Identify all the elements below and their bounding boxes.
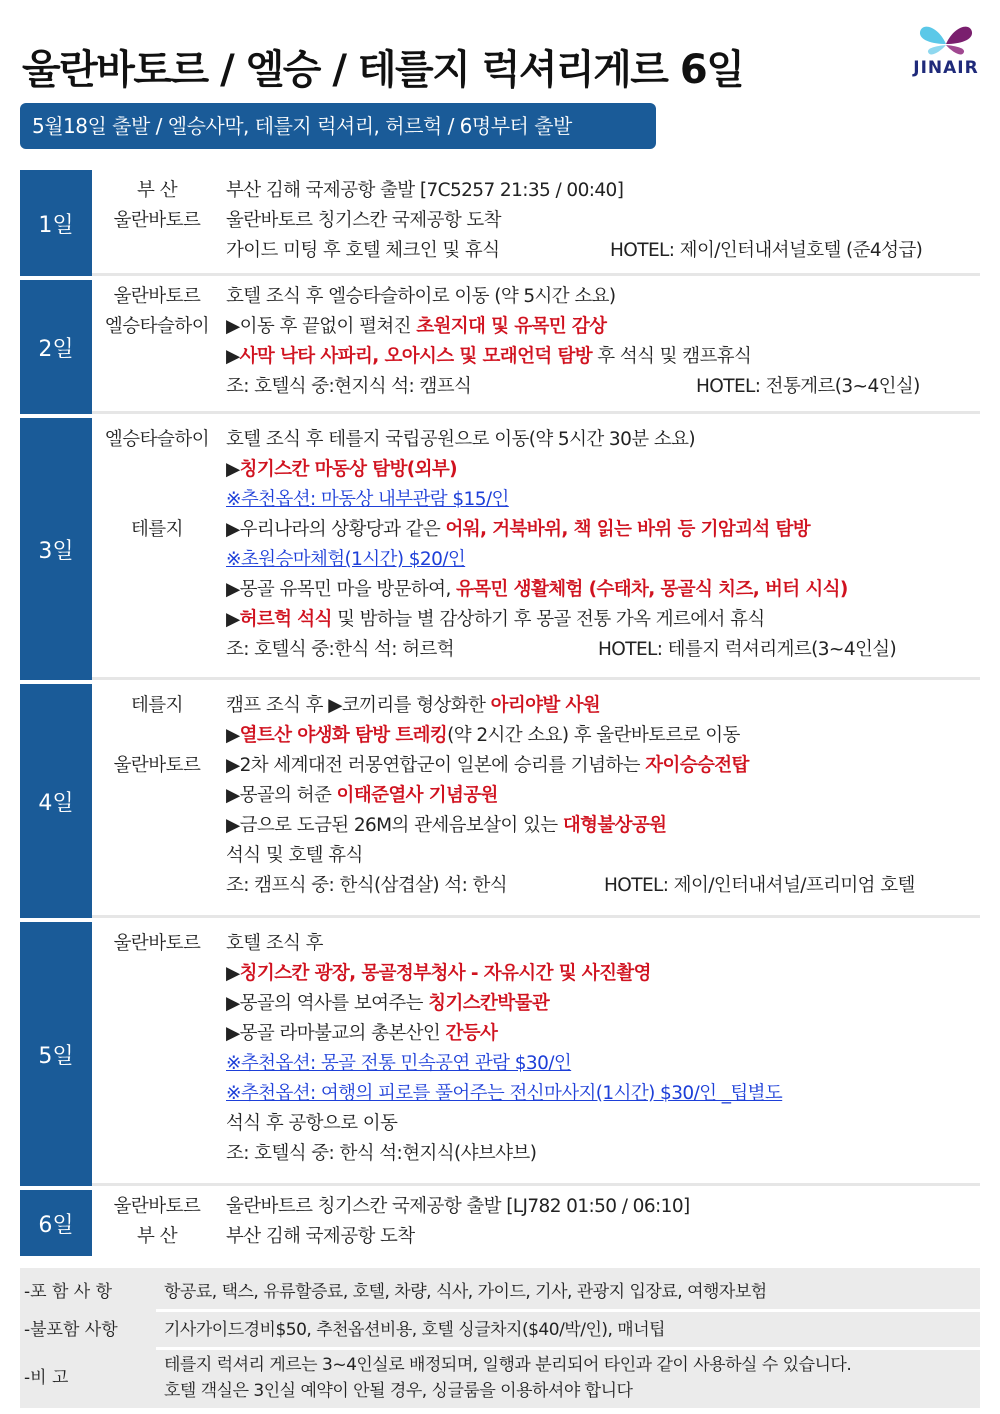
- option-link[interactable]: ※초원승마체험(1시간) $20/인: [226, 549, 466, 570]
- line-text: (약 2시간 소요) 후 울란바토르로 이동: [447, 725, 740, 746]
- place-label: 엘승타슬하이: [104, 316, 210, 337]
- place-label: 엘승타슬하이: [104, 429, 210, 450]
- hotel-info: HOTEL: 제이/인터내셔널호텔 (준4성급): [610, 240, 923, 261]
- place-label: 울란바토르: [113, 1196, 201, 1217]
- line-text: 울란바토르 칭기스칸 국제공항 도착: [226, 210, 501, 231]
- place-label: 울란바토르: [113, 933, 201, 954]
- line-text: 석식 후 공항으로 이동: [226, 1113, 398, 1134]
- line-text: 석식 및 호텔 휴식: [226, 845, 363, 866]
- option-link[interactable]: ※추천옵션: 마동상 내부관람 $15/인: [226, 489, 509, 510]
- schedule-line: [226, 751, 749, 781]
- place-label: 부 산: [136, 1226, 178, 1247]
- line-text: 호텔 조식 후: [226, 933, 323, 954]
- schedule-line: [226, 515, 810, 545]
- day-number: 1일: [20, 170, 92, 276]
- subtitle-banner: 5월18일 출발 / 엘승사막, 테를지 럭셔리, 허르헉 / 6명부터 출발: [20, 103, 656, 149]
- line-text: ▶: [226, 725, 240, 746]
- line-text: ▶몽골의 허준: [226, 785, 337, 806]
- line-text: 조: 호텔식 중:한식 석: 허르헉: [226, 639, 455, 660]
- line-text: 가이드 미팅 후 호텔 체크인 및 휴식: [226, 240, 500, 261]
- hotel-info: HOTEL: 전통게르(3~4인실): [696, 376, 920, 397]
- line-text: ▶이동 후 끝없이 펼쳐진: [226, 316, 417, 337]
- highlight-text: 간등사: [445, 1023, 498, 1044]
- highlight-text: 초원지대 및 유목민 감상: [416, 316, 607, 337]
- line-text: 조: 호텔식 중:현지식 석: 캠프식: [226, 376, 472, 397]
- schedule-line: [226, 1139, 536, 1169]
- line-text: ▶2차 세계대전 러몽연합군이 일본에 승리를 기념하는: [226, 755, 646, 776]
- highlight-text: 유목민 생활체험 (수태차, 몽골식 치즈, 버터 시식): [456, 579, 848, 600]
- schedule-line: [226, 929, 323, 959]
- schedule-line: [226, 575, 848, 605]
- line-text: 조: 호텔식 중: 한식 석:현지식(샤브샤브): [226, 1143, 537, 1164]
- place-label: 부 산: [136, 180, 178, 201]
- day-row: [20, 1190, 980, 1256]
- day-number: 5일: [20, 922, 92, 1186]
- row-divider: [92, 273, 980, 276]
- schedule-line: [226, 236, 499, 266]
- option-link[interactable]: ※추천옵션: 몽골 전통 민속공연 관람 $30/인: [226, 1053, 572, 1074]
- place-label: 테를지: [130, 695, 184, 716]
- day-row: [20, 280, 980, 414]
- note-label: -포 함 사 항: [24, 1282, 113, 1302]
- schedule-line: [226, 372, 471, 402]
- highlight-text: 사막 낙타 사파리, 오아시스 및 모래언덕 탐방: [239, 346, 592, 367]
- highlight-text: 아리야발 사원: [490, 695, 601, 716]
- line-text: 캠프 조식 후 ▶코끼리를 형상화한: [226, 695, 491, 716]
- day-row: [20, 684, 980, 918]
- schedule-line: [226, 841, 363, 871]
- highlight-text: 이태준열사 기념공원: [336, 785, 498, 806]
- schedule-line: [226, 485, 509, 515]
- schedule-line: [226, 455, 457, 485]
- line-text: ▶우리나라의 상황당과 같은: [226, 519, 446, 540]
- schedule-line: [226, 1192, 690, 1222]
- highlight-text: 칭기스칸 광장, 몽골정부청사 - 자유시간 및 사진촬영: [239, 963, 651, 984]
- logo-text: JINAIR: [913, 58, 979, 78]
- highlight-text: 자이승승전탑: [645, 755, 749, 776]
- schedule-line: [226, 989, 549, 1019]
- schedule-line: [226, 721, 740, 751]
- line-text: ▶: [226, 346, 240, 367]
- line-text: 조: 캠프식 중: 한식(삼겹살) 석: 한식: [226, 875, 508, 896]
- page-title: 울란바토르 / 엘승 / 테를지 럭셔리게르 6일: [22, 47, 744, 93]
- place-label: 울란바토르: [113, 286, 201, 307]
- highlight-text: 허르헉 석식: [239, 609, 332, 630]
- option-link[interactable]: ※추천옵션: 여행의 피로를 풀어주는 전신마사지(1시간) $30/인 _팁별도: [226, 1083, 783, 1104]
- hotel-info: HOTEL: 제이/인터내셔널/프리미엄 호텔: [604, 875, 915, 896]
- highlight-text: 칭기스칸박물관: [428, 993, 550, 1014]
- day-row: [20, 418, 980, 680]
- line-text: ▶몽골 라마불교의 총본산인: [226, 1023, 446, 1044]
- schedule-line: [226, 342, 751, 372]
- line-text: 울란바트르 칭기스칸 국제공항 출발 [LJ782 01:50 / 06:10]: [226, 1196, 690, 1217]
- note-value: 테를지 럭셔리 게르는 3~4인실로 배정되며, 일행과 분리되어 타인과 같이 사용하실 수 있습니다.: [164, 1355, 852, 1375]
- butterfly-icon: [900, 18, 992, 62]
- day-number: 6일: [20, 1190, 92, 1256]
- schedule-line: [226, 1079, 782, 1109]
- note-divider: [156, 1347, 980, 1350]
- day-number: 2일: [20, 280, 92, 414]
- line-text: ▶몽골 유목민 마을 방문하여,: [226, 579, 457, 600]
- row-divider: [92, 1183, 980, 1186]
- schedule-line: [226, 545, 465, 575]
- row-divider: [92, 677, 980, 680]
- schedule-line: [226, 312, 606, 342]
- schedule-line: [226, 425, 695, 455]
- schedule-line: [226, 282, 616, 312]
- highlight-text: 열트산 야생화 탐방 트레킹: [239, 725, 448, 746]
- schedule-line: [226, 635, 454, 665]
- note-label: -불포함 사항: [24, 1320, 118, 1340]
- place-label: 테를지: [130, 519, 184, 540]
- schedule-line: [226, 959, 651, 989]
- line-text: 후 석식 및 캠프휴식: [592, 346, 752, 367]
- jinair-logo: [900, 18, 992, 80]
- schedule-line: [226, 605, 765, 635]
- line-text: 부산 김해 국제공항 출발 [7C5257 21:35 / 00:40]: [226, 180, 624, 201]
- highlight-text: 어워, 거북바위, 책 읽는 바위 등 기암괴석 탐방: [445, 519, 811, 540]
- schedule-line: [226, 176, 623, 206]
- schedule-line: [226, 691, 600, 721]
- highlight-text: 대형불상공원: [562, 815, 667, 836]
- note-label: -비 고: [24, 1368, 69, 1388]
- line-text: 및 밤하늘 별 감상하기 후 몽골 전통 가옥 게르에서 휴식: [331, 609, 765, 630]
- day-row: [20, 922, 980, 1186]
- day-number: 4일: [20, 684, 92, 918]
- schedule-line: [226, 1019, 497, 1049]
- hotel-info: HOTEL: 테를지 럭셔리게르(3~4인실): [598, 639, 897, 660]
- place-label: 울란바토르: [113, 210, 201, 231]
- schedule-line: [226, 1049, 571, 1079]
- line-text: ▶몽골의 역사를 보여주는: [226, 993, 429, 1014]
- schedule-line: [226, 781, 498, 811]
- line-text: 호텔 조식 후 엘승타슬하이로 이동 (약 5시간 소요): [226, 286, 616, 307]
- schedule-line: [226, 1109, 397, 1139]
- line-text: 부산 김해 국제공항 도착: [226, 1226, 415, 1247]
- schedule-line: [226, 1222, 415, 1252]
- line-text: ▶금으로 도금된 26M의 관세음보살이 있는: [226, 815, 563, 836]
- notes-section: [20, 1268, 980, 1408]
- day-number: 3일: [20, 418, 92, 680]
- row-divider: [92, 411, 980, 414]
- schedule-line: [226, 811, 666, 841]
- line-text: ▶: [226, 963, 240, 984]
- schedule-line: [226, 206, 501, 236]
- line-text: ▶: [226, 609, 240, 630]
- place-label: 울란바토르: [113, 755, 201, 776]
- highlight-text: 칭기스칸 마동상 탐방(외부): [239, 459, 458, 480]
- line-text: ▶: [226, 459, 240, 480]
- day-row: [20, 170, 980, 276]
- line-text: 호텔 조식 후 테를지 국립공원으로 이동(약 5시간 30분 소요): [226, 429, 695, 450]
- note-value: 호텔 객실은 3인실 예약이 안될 경우, 싱글룸을 이용하셔야 합니다: [164, 1381, 633, 1401]
- note-value: 기사가이드경비$50, 추천옵션비용, 호텔 싱글차지($40/박/인), 매너팁: [164, 1320, 666, 1340]
- schedule-line: [226, 871, 507, 901]
- row-divider: [92, 915, 980, 918]
- note-value: 항공료, 택스, 유류할증료, 호텔, 차량, 식사, 가이드, 기사, 관광지 입장료, 여행자보험: [164, 1282, 767, 1302]
